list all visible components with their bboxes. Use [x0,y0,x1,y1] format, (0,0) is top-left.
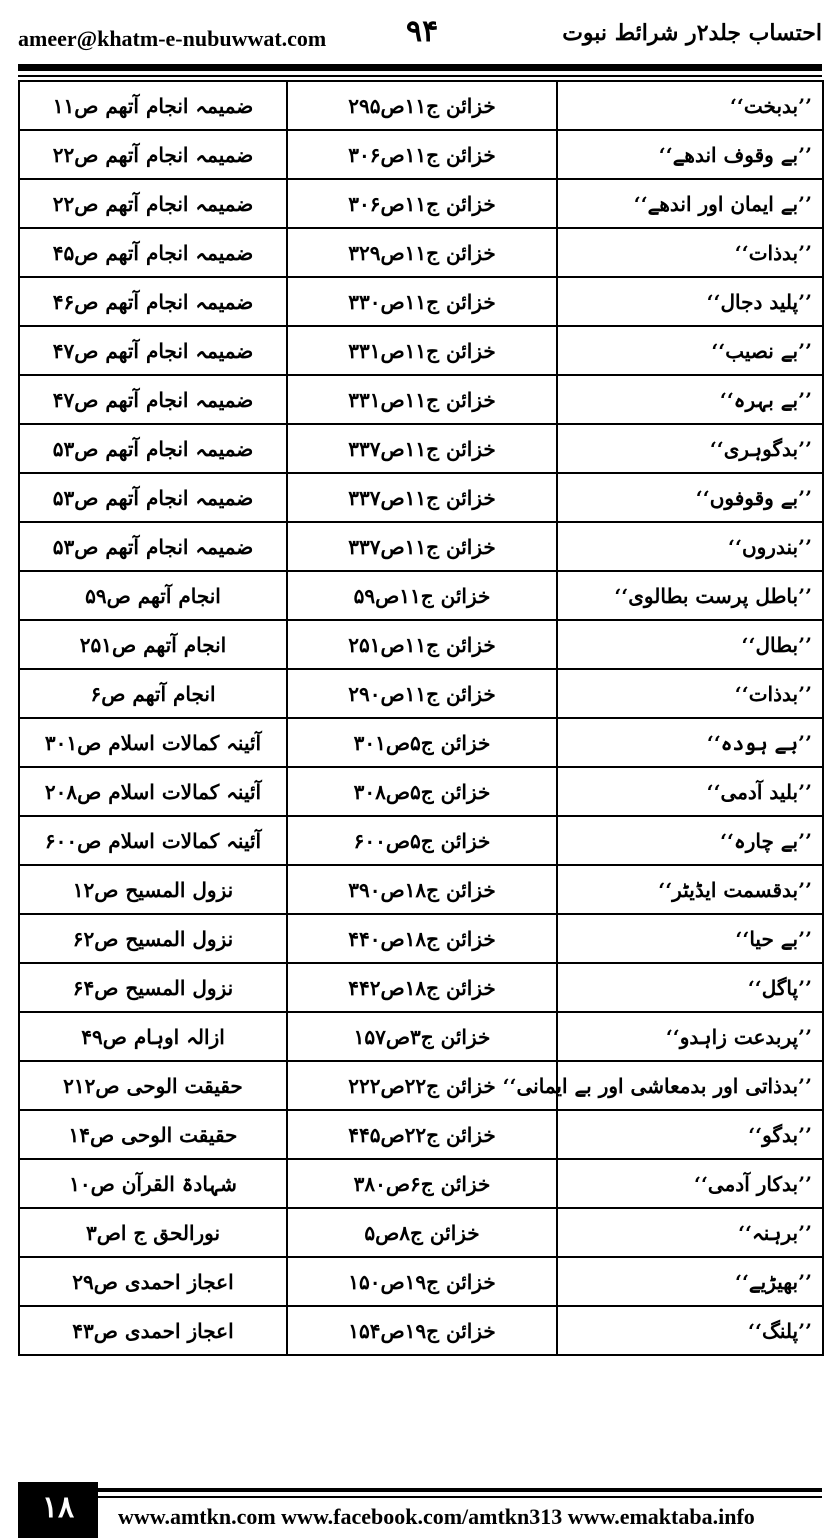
row-reference-cell: خزائن ج۵ص۳۰۱ [287,718,557,767]
row-reference-cell: خزائن ج۱۸ص۴۴۰ [287,914,557,963]
row-word-cell: ’’بدگو‘‘ [557,1110,823,1159]
table-row [19,669,823,718]
row-reference-cell: خزائن ج۱۱ص۳۲۹ [287,228,557,277]
row-word-cell: ’’پلید دجال‘‘ [557,277,823,326]
row-word-cell: ’’بدذاتی اور بدمعاشی اور بے ایمانی‘‘ [557,1061,823,1110]
references-table [18,80,824,1356]
header-rule-thin [18,75,822,77]
row-word-cell: ’’بے نصیب‘‘ [557,326,823,375]
table-row [19,1306,823,1355]
row-word-cell: ’’بے حیا‘‘ [557,914,823,963]
row-source-cell: نزول المسیح ص۶۲ [19,914,287,963]
table-row [19,571,823,620]
row-reference-cell: خزائن ج۱۹ص۱۵۴ [287,1306,557,1355]
row-word-cell: ’’بے چارہ‘‘ [557,816,823,865]
header-page-number: ۹۴ [406,14,439,49]
row-reference-cell: خزائن ج۱۱ص۲۵۱ [287,620,557,669]
footer-rule-thick [18,1488,822,1492]
row-reference-cell: خزائن ج۱۱ص۳۳۱ [287,375,557,424]
row-word-cell: ’’بے ایمان اور اندھے‘‘ [557,179,823,228]
row-source-cell: اعجاز احمدی ص۲۹ [19,1257,287,1306]
row-word-cell: ’’پلنگ‘‘ [557,1306,823,1355]
row-word-cell: ’’بدذات‘‘ [557,228,823,277]
table-row [19,1159,823,1208]
row-reference-cell: خزائن ج۶ص۳۸۰ [287,1159,557,1208]
row-reference-cell: خزائن ج۵ص۶۰۰ [287,816,557,865]
table-row [19,1012,823,1061]
row-word-cell: ’’باطل پرست بطالوی‘‘ [557,571,823,620]
footer-rule-thin [18,1496,822,1498]
row-word-cell: ’’پاگل‘‘ [557,963,823,1012]
row-word-cell: ’’بے وقوفوں‘‘ [557,473,823,522]
row-source-cell: ضمیمہ انجام آتھم ص۵۳ [19,424,287,473]
table-row [19,375,823,424]
row-word-cell: ’’بے ہودہ‘‘ [557,718,823,767]
footer-page-number: ۱۸ [18,1482,98,1538]
row-reference-cell: خزائن ج۱۸ص۴۴۲ [287,963,557,1012]
row-word-cell: ’’برہنہ‘‘ [557,1208,823,1257]
table-row [19,963,823,1012]
header-book-title: احتساب جلد۲ر شرائط نبوت [562,20,822,46]
row-reference-cell: خزائن ج۱۱ص۳۳۰ [287,277,557,326]
row-source-cell: ضمیمہ انجام آتھم ص۴۵ [19,228,287,277]
row-source-cell: ضمیمہ انجام آتھم ص۴۶ [19,277,287,326]
row-word-cell: ’’بدقسمت ایڈیٹر‘‘ [557,865,823,914]
row-source-cell: حقیقت الوحی ص۱۴ [19,1110,287,1159]
header-rule-thick [18,64,822,71]
header-email: ameer@khatm-e-nubuwwat.com [18,26,327,51]
row-source-cell: ضمیمہ انجام آتھم ص۵۳ [19,473,287,522]
row-reference-cell: خزائن ج۱۹ص۱۵۰ [287,1257,557,1306]
row-source-cell: ضمیمہ انجام آتھم ص۴۷ [19,326,287,375]
row-word-cell: ’’بلید آدمی‘‘ [557,767,823,816]
row-source-cell: ازالہ اوہام ص۴۹ [19,1012,287,1061]
row-reference-cell: خزائن ج۱۱ص۳۳۷ [287,522,557,571]
page-footer [18,1482,822,1540]
row-reference-cell: خزائن ج۱۱ص۳۳۷ [287,424,557,473]
row-reference-cell: خزائن ج۸ص۵ [287,1208,557,1257]
row-source-cell: ضمیمہ انجام آتھم ص۴۷ [19,375,287,424]
row-source-cell: انجام آتھم ص۶ [19,669,287,718]
row-word-cell: ’’بے وقوف اندھے‘‘ [557,130,823,179]
table-row [19,620,823,669]
row-word-cell: ’’بدکار آدمی‘‘ [557,1159,823,1208]
references-table-body [19,81,823,1355]
table-row [19,81,823,130]
row-source-cell: ضمیمہ انجام آتھم ص۱۱ [19,81,287,130]
footer-urls: www.amtkn.com www.facebook.com/amtkn313 www.emaktaba.info [118,1504,755,1529]
row-word-cell: ’’بندروں‘‘ [557,522,823,571]
row-word-cell: ’’بدذات‘‘ [557,669,823,718]
row-word-cell: ’’پربدعت زاہدو‘‘ [557,1012,823,1061]
table-row [19,130,823,179]
row-source-cell: آئینہ کمالات اسلام ص۶۰۰ [19,816,287,865]
table-row [19,179,823,228]
table-row [19,228,823,277]
row-word-cell: ’’بطال‘‘ [557,620,823,669]
row-reference-cell: خزائن ج۱۱ص۵۹ [287,571,557,620]
page-header [18,0,822,60]
table-row [19,277,823,326]
row-source-cell: ضمیمہ انجام آتھم ص۵۳ [19,522,287,571]
row-source-cell: آئینہ کمالات اسلام ص۳۰۱ [19,718,287,767]
row-reference-cell: خزائن ج۳ص۱۵۷ [287,1012,557,1061]
row-word-cell: ’’بھیڑیے‘‘ [557,1257,823,1306]
table-row [19,1208,823,1257]
row-word-cell: ’’بدبخت‘‘ [557,81,823,130]
row-reference-cell: خزائن ج۱۱ص۳۳۱ [287,326,557,375]
row-reference-cell: خزائن ج۲۲ص۲۲۲ [287,1061,557,1110]
table-row [19,1061,823,1110]
row-reference-cell: خزائن ج۱۱ص۳۳۷ [287,473,557,522]
row-source-cell: آئینہ کمالات اسلام ص۲۰۸ [19,767,287,816]
table-row [19,1110,823,1159]
row-source-cell: شہادۃ القرآن ص۱۰ [19,1159,287,1208]
row-word-cell: ’’بے بہرہ‘‘ [557,375,823,424]
row-reference-cell: خزائن ج۲۲ص۴۴۵ [287,1110,557,1159]
table-row [19,1257,823,1306]
table-row [19,424,823,473]
row-source-cell: اعجاز احمدی ص۴۳ [19,1306,287,1355]
table-row [19,326,823,375]
table-row [19,718,823,767]
row-source-cell: نزول المسیح ص۶۴ [19,963,287,1012]
table-row [19,816,823,865]
row-reference-cell: خزائن ج۱۱ص۲۹۵ [287,81,557,130]
row-source-cell: حقیقت الوحی ص۲۱۲ [19,1061,287,1110]
table-row [19,522,823,571]
row-source-cell: ضمیمہ انجام آتھم ص۲۲ [19,179,287,228]
row-reference-cell: خزائن ج۱۱ص۲۹۰ [287,669,557,718]
row-source-cell: نورالحق ج اص۳ [19,1208,287,1257]
row-reference-cell: خزائن ج۱۱ص۳۰۶ [287,179,557,228]
table-row [19,473,823,522]
row-word-cell: ’’بدگوہری‘‘ [557,424,823,473]
table-row [19,914,823,963]
row-reference-cell: خزائن ج۵ص۳۰۸ [287,767,557,816]
row-source-cell: ضمیمہ انجام آتھم ص۲۲ [19,130,287,179]
table-row [19,767,823,816]
row-source-cell: انجام آتھم ص۲۵۱ [19,620,287,669]
table-row [19,865,823,914]
row-reference-cell: خزائن ج۱۸ص۳۹۰ [287,865,557,914]
row-source-cell: نزول المسیح ص۱۲ [19,865,287,914]
row-source-cell: انجام آتھم ص۵۹ [19,571,287,620]
row-reference-cell: خزائن ج۱۱ص۳۰۶ [287,130,557,179]
